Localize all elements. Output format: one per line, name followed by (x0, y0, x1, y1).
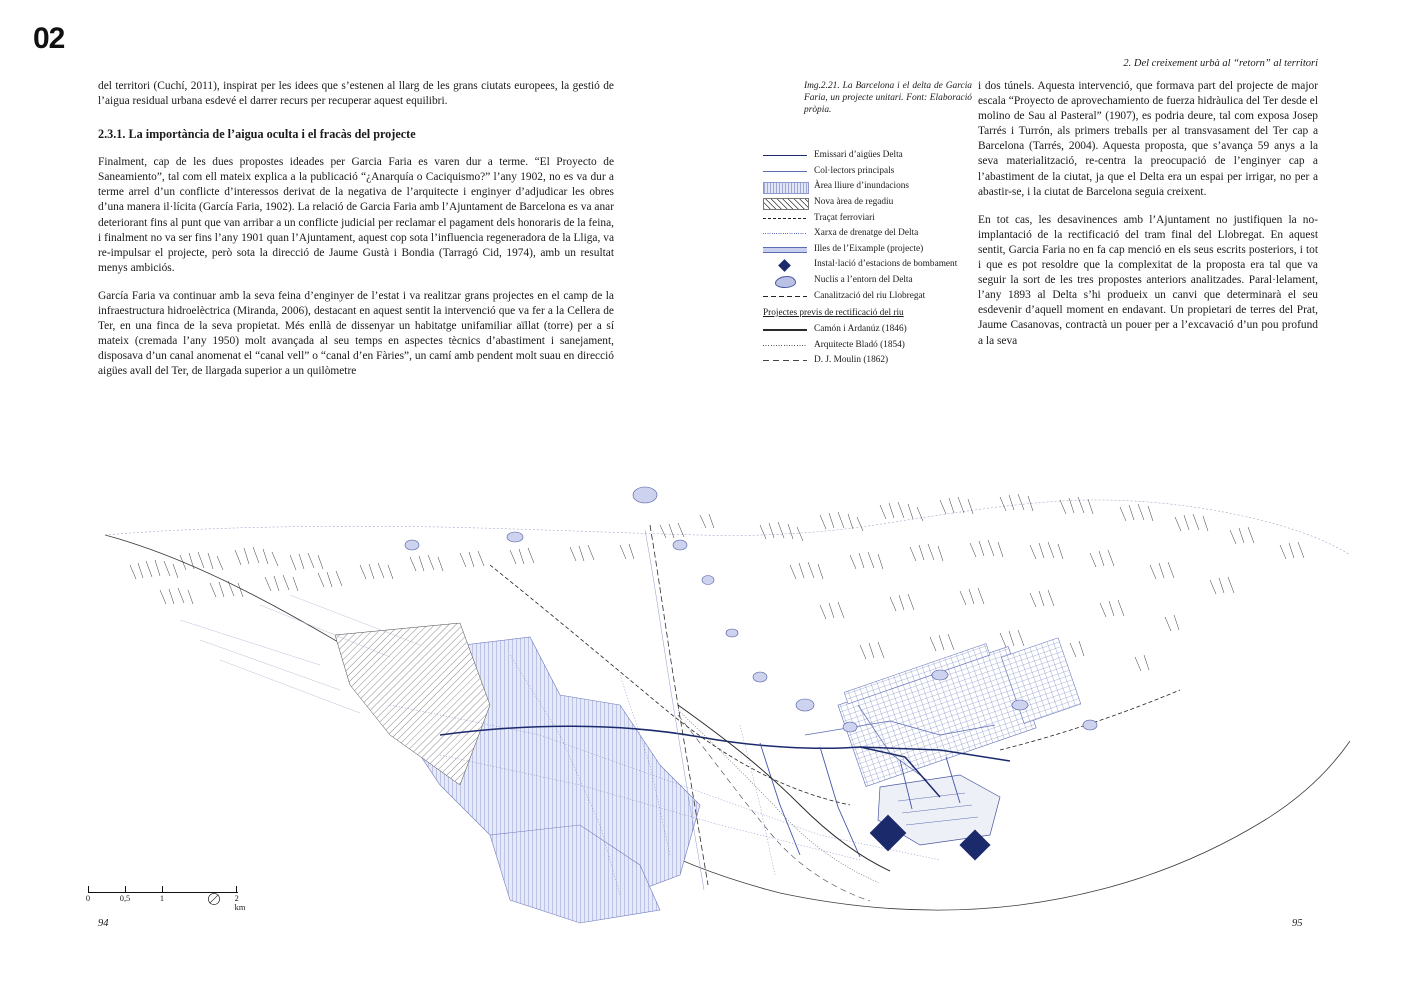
legend-label: D. J. Moulin (1862) (814, 355, 889, 366)
legend-item (763, 226, 978, 242)
legend-item (763, 148, 978, 164)
settlement-blob-icon (763, 275, 807, 287)
scale-tick-label: 0 (85, 894, 91, 903)
right-text-column (978, 79, 1318, 362)
figure-caption: Img.2.21. La Barcelona i el delta de Garcia Faria, un projecte unitari. Font: Elaboració pròpia. (804, 81, 972, 115)
scale-tick-label: 2 km (234, 894, 246, 912)
paragraph: García Faria va continuar amb la seva feina d’enginyer de l’estat i va realitzar grans projectes en el camp de la infraestructura hidroelèctrica (Miranda, 2006), destacant en aquest sentit la intervenció que va fer a la Cellera de Ter, en una finca de la seva propietat. Més enllà de dissenyar un habitatge unifamiliar aïllat (torre) per a sí mateix (cremada l’any 1950) molt avançada al seu temps en aspectes tècnics d’abastiment i sanejament, disposava d’un canal anomenat el “canal vell” o “canal d’en Fàries”, un camí amb pendent molt suau en direcció aigües avall del Ter, de llargada superior a un quilòmetre (98, 289, 614, 378)
legend-item (763, 179, 978, 195)
legend-subheading: Projectes previs de rectificació del riu (763, 307, 904, 318)
relief-hachures-west (130, 514, 714, 604)
eixample-blocks-icon (763, 243, 807, 255)
camon-ardanuz-line-icon (763, 324, 807, 336)
legend-label: Traçat ferroviari (814, 212, 875, 223)
scale-tick-label: 0,5 (119, 894, 131, 903)
moulin-line-icon (763, 355, 807, 367)
map-svg (60, 405, 1360, 925)
legend-item (763, 273, 978, 289)
eixample-grid (805, 621, 1083, 797)
paragraph: Finalment, cap de les dues propostes ideades per Garcia Faria es varen dur a terme. “El Proyecto de Saneamiento”, tal com ell mateix explica a la publicació “¿Anarquía o Caciquismo?” l’any 1902, no es va dur a terme arrel d’un conflicte d’interessos derivat de la negativa de l’arquitecte i enginyer d’adjudicar les obres d’una manera il·lícita (García Faria, 1902). La relació de Garcia Faria amb l’Ajuntament de Barcelona es va anar deteriorant fins al punt que van arribar a un conflicte judicial per reclamar el pagament dels honoraris de la feina, i finalment no va ser fins l’any 1901 quan l’Ajuntament, aquest cop sota l’influencia regeneradora de la Lliga, va re-impulsar el projecte, però sota la direcció de Jaume Gustà i Bondia (Tarragó Cid, 1974), amb un resultat menys ambiciós. (98, 156, 614, 274)
chapter-number: 02 (33, 22, 65, 55)
paragraph: del territori (Cuchí, 2011), inspirat per les idees que s’estenen al llarg de les grans ciutats europees, la gestió de l’aigua residual urbana esdevé el darrer recurs per recuperar aquest equilibri. (98, 80, 614, 108)
drainage-network-icon (763, 228, 807, 240)
legend-label: Àrea lliure d’inundacions (814, 181, 910, 192)
left-text-column (98, 79, 614, 393)
legend-label: Camón i Ardanúz (1846) (814, 324, 907, 335)
legend-item (763, 353, 978, 369)
legend-item (763, 195, 978, 211)
folio-right: 95 (1292, 918, 1303, 929)
paragraph: i dos túnels. Aquesta intervenció, que formava part del projecte de major escala “Proyecto de aprovechamiento de fuerza hidràulica del Ter desde el molino de Sau al Pasteral” (1907), es podria deure, tal com exposa Josep Tarrés i Turrón, als primers treballs per al transvasament del Ter cap a Barcelona (Tarrés, 2004). Aquesta proposta, que s’avança 59 anys a la seva materialització, re-centra la preocupació de l’enginyer cap a l’abastiment de la ciutat, ja que el Delta era un espai per irrigar, no per a abastir-se, i la ciutat de Barcelona seguia creixent. (978, 80, 1318, 198)
collector-line-icon (763, 165, 807, 177)
legend-label: Canalització del riu Llobregat (814, 290, 926, 301)
pump-station-diamond-icon (763, 259, 807, 271)
legend-item (763, 210, 978, 226)
irrigation-area-swatch-icon (763, 197, 807, 209)
legend-item (763, 288, 978, 304)
river-canalization-icon (763, 290, 807, 302)
paragraph: En tot cas, les desavinences amb l’Ajuntament no justifiquen la no-implantació de la rectificació del tram final del Llobregat. En aquest sentit, Garcia Faria no en fa cap menció en els seus escrits posteriors, i tot i que es pot resoldre que la complexitat de la proposta era tal que va seguir la sort de les tres propostes anteriors analitzades. Paral·lelament, l’any 1893 al Delta s’hi produeix un canvi que determinarà el seu esdevenir d’aquell moment en endavant. Un propietari de terres del Prat, Jaume Casanovas, contractà un pouer per a l’excavació d’un pou profund a la seva (978, 213, 1318, 347)
legend-item (763, 338, 978, 354)
legend-item (763, 242, 978, 258)
legend-item (763, 164, 978, 180)
section-heading: 2.3.1. La importància de l’aigua oculta i el fracàs del projecte (98, 127, 416, 142)
north-arrow-icon (207, 892, 221, 906)
legend-label: Instal·lació d’estacions de bombament (814, 259, 958, 270)
legend-label: Nuclis a l’entorn del Delta (814, 275, 913, 286)
map-legend (763, 148, 978, 369)
delta-outline (105, 500, 1350, 910)
page-gutter (707, 0, 708, 1000)
railway-line-icon (763, 212, 807, 224)
legend-label: Emissari d’aigües Delta (814, 150, 903, 161)
legend-item (763, 322, 978, 338)
scale-tick-label: 1 (159, 894, 165, 903)
legend-label: Illes de l’Eixample (projecte) (814, 243, 924, 254)
emissary-line-icon (763, 150, 807, 162)
legend-label: Arquitecte Bladó (1854) (814, 339, 905, 350)
folio-left: 94 (98, 918, 109, 929)
legend-item (763, 257, 978, 273)
map-figure (60, 405, 1360, 925)
legend-label: Col·lectors principals (814, 165, 895, 176)
legend-label: Nova àrea de regadiu (814, 197, 894, 208)
blado-line-icon (763, 339, 807, 351)
relief-hachures-east (760, 494, 1304, 671)
running-head: 2. Del creixement urbà al “retorn” al territori (1123, 58, 1318, 69)
legend-label: Xarxa de drenatge del Delta (814, 228, 919, 239)
flood-free-area-swatch-icon (763, 181, 807, 193)
